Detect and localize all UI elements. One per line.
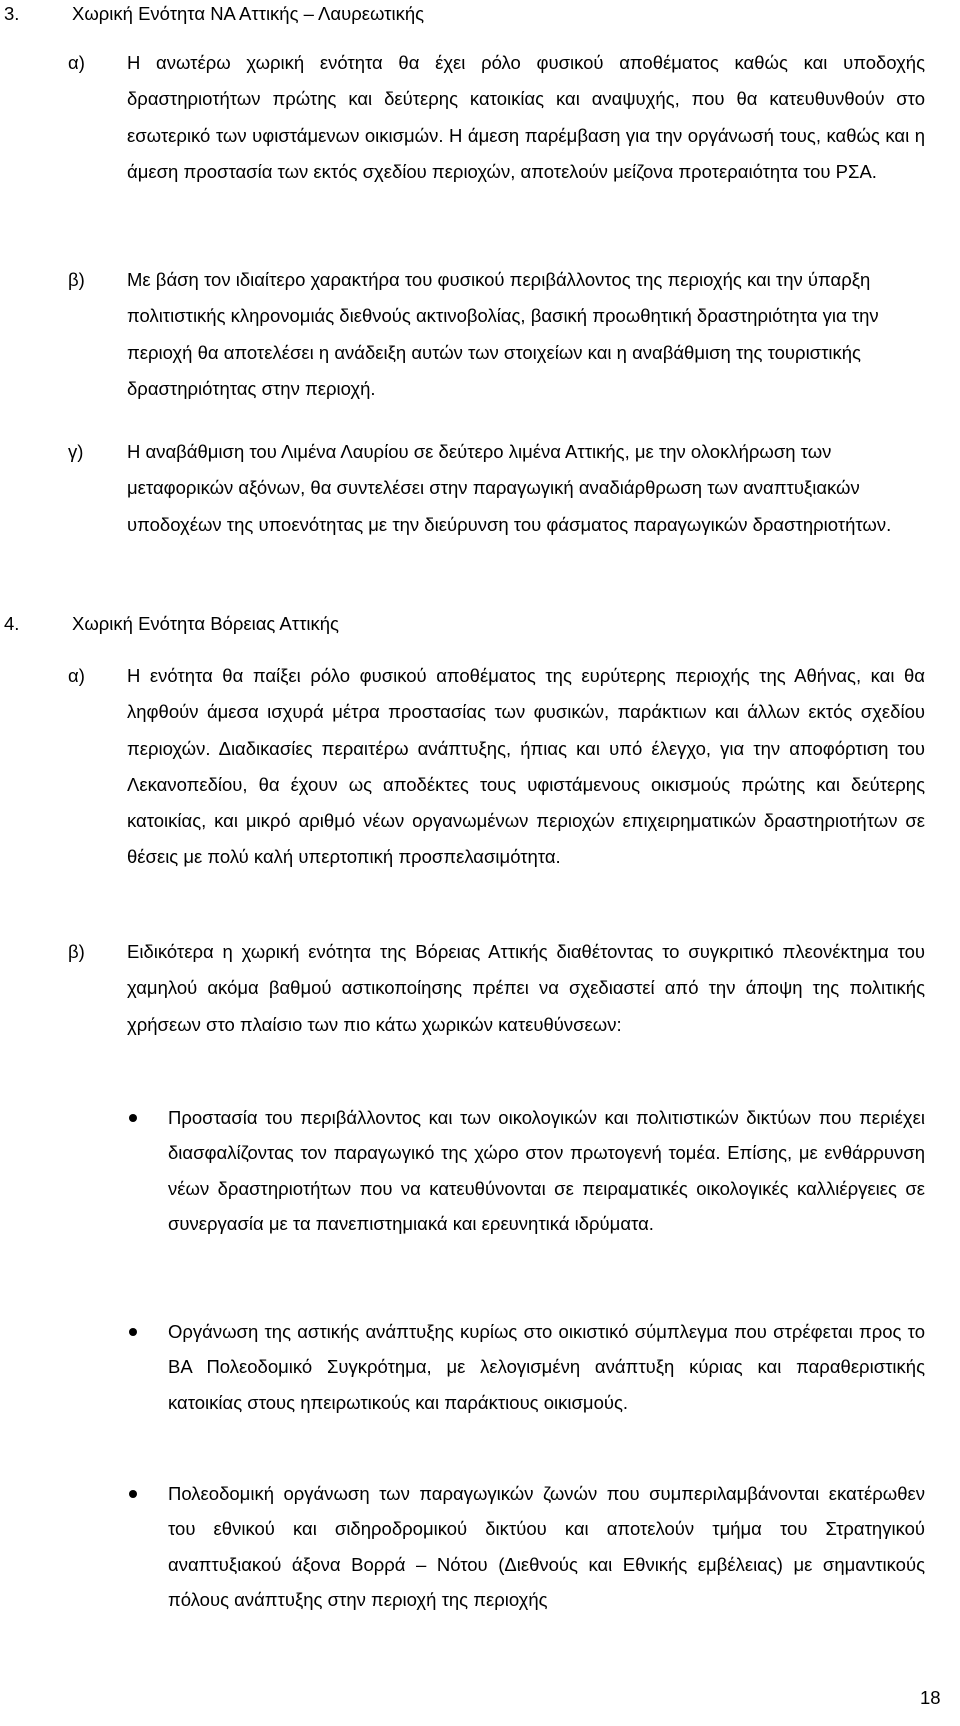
section-4-number: 4. (4, 613, 20, 634)
bullet-text: Οργάνωση της αστικής ανάπτυξης κυρίως στο οικιστικό σύμπλεγμα που στρέφεται προς το ΒΑ Πολεοδομικό Συγκρότημα, με λελογισμένη ανάπτυξη κύριας και παραθεριστικής κατοικίας στους ηπειρωτικούς και παράκτιους οικισμούς. (168, 1321, 925, 1413)
item-marker: β) (68, 269, 85, 290)
item-marker: β) (68, 941, 85, 962)
item-text: Η ενότητα θα παίξει ρόλο φυσικού αποθέματος της ευρύτερης περιοχής της Αθήνας, και θα ληφθούν άμεσα ισχυρά μέτρα προστασίας των φυσικών, παράκτιων και άλλων εκτός σχεδίου περιοχών. Διαδικασίες περαιτέρω ανάπτυξης, ήπιας και υπό έλεγχο, για την αποφόρτιση του Λεκανοπεδίου, θα έχουν ως αποδέκτες τους υφιστάμενους οικισμούς πρώτης και δεύτερης κατοικίας, και μικρό αριθμό νέων οργανωμένων περιοχών επιχειρηματικών δραστηριοτήτων σε θέσεις με πολύ καλή υπερτοπική προσπελασιμότητα. (127, 665, 925, 868)
section-3-number: 3. (4, 3, 20, 24)
item-text: Η ανωτέρω χωρική ενότητα θα έχει ρόλο φυσικού αποθέματος καθώς και υποδοχής δραστηριοτήτων πρώτης και δεύτερης κατοικίας και αναψυχής, που θα κατευθυνθούν στο εσωτερικό των υφιστάμενων οικισμών. Η άμεση παρέμβαση για την οργάνωσή τους, καθώς και η άμεση προστασία των εκτός σχεδίου περιοχών, αποτελούν μείζονα προτεραιότητα του ΡΣΑ. (127, 52, 925, 182)
section-4-title: Χωρική Ενότητα Βόρειας Αττικής (72, 613, 339, 634)
bullet-icon (129, 1490, 137, 1498)
item-marker: α) (68, 52, 85, 73)
item-marker: γ) (68, 441, 84, 462)
item-marker: α) (68, 665, 85, 686)
item-text: Ειδικότερα η χωρική ενότητα της Βόρειας Αττικής διαθέτοντας το συγκριτικό πλεονέκτημα του χαμηλού ακόμα βαθμού αστικοποίησης πρέπει να σχεδιαστεί από την άποψη της πολιτικής χρήσεων στο πλαίσιο των πιο κάτω χωρικών κατευθύνσεων: (127, 941, 925, 1035)
item-text: Η αναβάθμιση του Λιμένα Λαυρίου σε δεύτερο λιμένα Αττικής, με την ολοκλήρωση των μεταφορικών αξόνων, θα συντελέσει στην παραγωγική αναδιάρθρωση των αναπτυξιακών υποδοχέων της υποενότητας με την διεύρυνση του φάσματος παραγωγικών δραστηριοτήτων. (127, 441, 892, 535)
bullet-text: Προστασία του περιβάλλοντος και των οικολογικών και πολιτιστικών δικτύων που περιέχει διασφαλίζοντας τον παραγωγικό της χώρο στον πρωτογενή τομέα. Επίσης, με ενθάρρυνση νέων δραστηριοτήτων που να κατευθύνονται σε πειραματικές οικολογικές καλλιέργειες σε συνεργασία με τα πανεπιστημιακά και ερευνητικά ιδρύματα. (168, 1107, 925, 1235)
item-text: Με βάση τον ιδιαίτερο χαρακτήρα του φυσικού περιβάλλοντος της περιοχής και την ύπαρξη πολιτιστικής κληρονομιάς διεθνούς ακτινοβολίας, βασική προωθητική δραστηριότητα για την περιοχή θα αποτελέσει η ανάδειξη αυτών των στοιχείων και η αναβάθμιση της τουριστικής δραστηριότητας στην περιοχή. (127, 269, 879, 399)
bullet-icon (129, 1114, 137, 1122)
bullet-icon (129, 1328, 137, 1336)
page-number: 18 (920, 1687, 941, 1708)
bullet-text: Πολεοδομική οργάνωση των παραγωγικών ζωνών που συμπεριλαμβάνονται εκατέρωθεν του εθνικού και σιδηροδρομικού δικτύου και αποτελούν τμήμα του Στρατηγικού αναπτυξιακού άξονα Βορρά – Νότου (Διεθνούς και Εθνικής εμβέλειας) με σημαντικούς πόλους ανάπτυξης στην περιοχή της περιοχής (168, 1483, 925, 1611)
section-3-title: Χωρική Ενότητα ΝΑ Αττικής – Λαυρεωτικής (72, 3, 425, 24)
